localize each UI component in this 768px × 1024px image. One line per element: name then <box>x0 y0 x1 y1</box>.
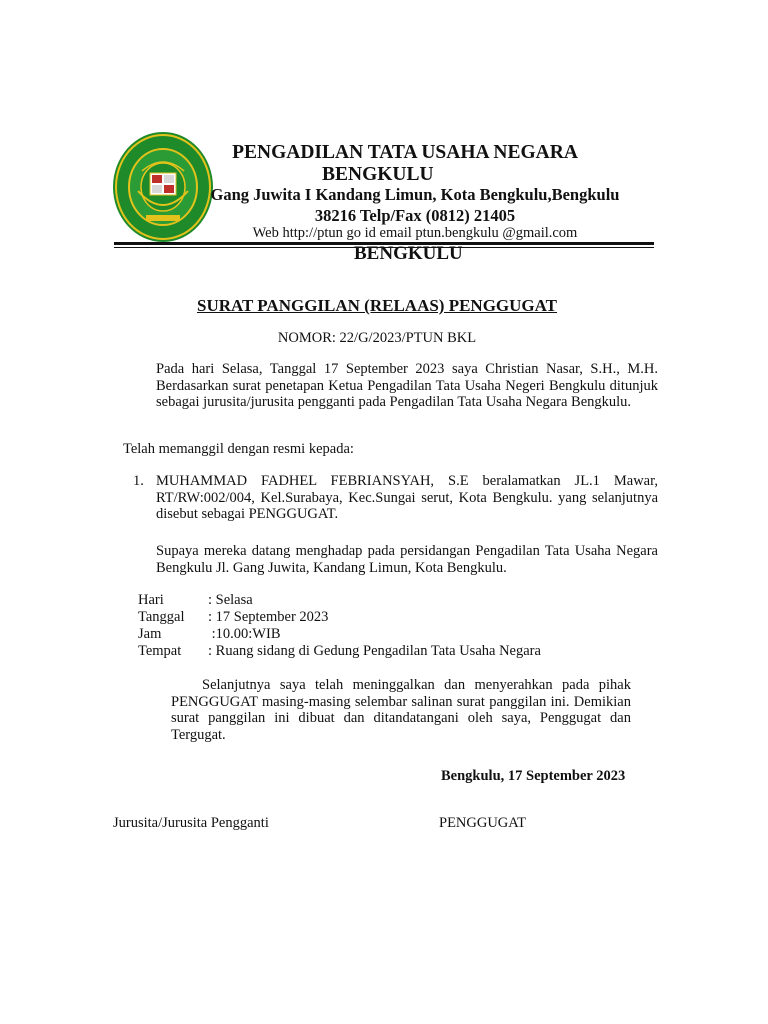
called-line: Telah memanggil dengan resmi kepada: <box>123 441 354 457</box>
schedule-label: Hari <box>138 592 164 608</box>
place-date: Bengkulu, 17 September 2023 <box>441 768 626 784</box>
signer-bailiff: Jurusita/Jurusita Pengganti <box>113 815 269 831</box>
schedule-label: Tempat <box>138 643 182 659</box>
court-city-repeat: BENGKULU <box>354 243 463 264</box>
letter-number: NOMOR: 22/G/2023/PTUN BKL <box>277 330 477 346</box>
schedule-value: : Ruang sidang di Gedung Pengadilan Tata Usaha Negara <box>208 643 541 659</box>
schedule-row-day <box>138 592 541 609</box>
schedule-value: : Selasa <box>208 592 253 608</box>
schedule-value: :10.00:WIB <box>208 626 281 642</box>
schedule-row-place <box>138 643 541 660</box>
letter-title: SURAT PANGGILAN (RELAAS) PENGGUGAT <box>196 296 558 315</box>
party-list-number: 1. <box>133 473 144 489</box>
schedule-label: Jam <box>138 626 162 642</box>
postal-phone: 38216 Telp/Fax (0812) 21405 <box>314 206 516 225</box>
court-city: BENGKULU <box>322 164 434 185</box>
party-paragraph: MUHAMMAD FADHEL FEBRIANSYAH, S.E beralamatkan JL.1 Mawar, RT/RW:002/004, Kel.Surabaya, Kec.Sungai serut, Kota Bengkulu. yang selanjutnya disebut sebagai PENGGUGAT. <box>156 473 658 522</box>
schedule-block <box>138 592 541 660</box>
signer-plaintiff: PENGGUGAT <box>439 815 526 831</box>
court-address: Gang Juwita I Kandang Limun, Kota Bengkulu,Bengkulu <box>210 185 620 204</box>
summons-paragraph: Supaya mereka datang menghadap pada persidangan Pengadilan Tata Usaha Negara Bengkulu Jl. Gang Juwita, Kandang Limun, Kota Bengkulu. <box>156 543 658 576</box>
closing-paragraph: Selanjutnya saya telah meninggalkan dan menyerahkan pada pihak PENGGUGAT masing-masing selembar salinan surat panggilan ini. Demikian surat panggilan ini dibuat dan ditandatangani oleh saya, Penggugat dan Tergugat. <box>171 677 631 743</box>
web-email: Web http://ptun go id email ptun.bengkulu @gmail.com <box>252 225 578 241</box>
schedule-label: Tanggal <box>138 609 185 625</box>
schedule-row-time <box>138 626 541 643</box>
schedule-row-date <box>138 609 541 626</box>
intro-paragraph: Pada hari Selasa, Tanggal 17 September 2023 saya Christian Nasar, S.H., M.H. Berdasarkan surat penetapan Ketua Pengadilan Tata Usaha Negeri Bengkulu ditunjuk sebagai jurusita/jurusita pengganti pada Pengadilan Tata Usaha Negara Bengkulu. <box>156 361 658 410</box>
schedule-value: : 17 September 2023 <box>208 609 329 625</box>
court-name: PENGADILAN TATA USAHA NEGARA <box>232 142 578 163</box>
